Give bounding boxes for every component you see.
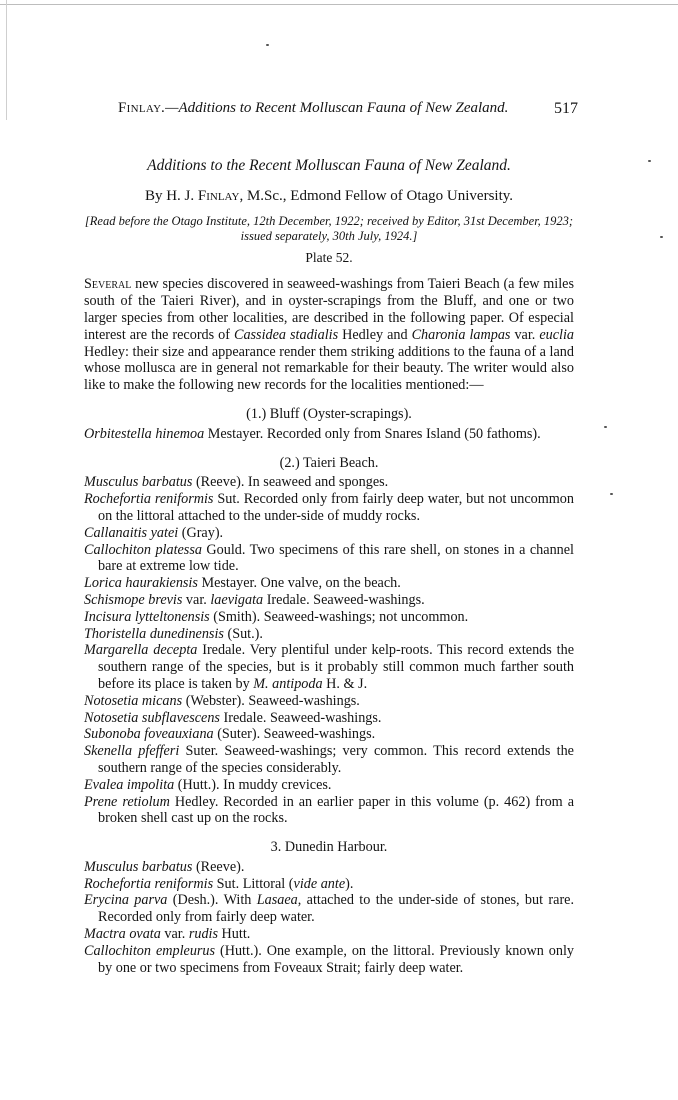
species-record <box>84 491 574 525</box>
record-text: (Gray). <box>178 524 224 541</box>
record-text: (Sut.). <box>223 625 263 642</box>
species-name: Lasaea <box>256 892 298 909</box>
species-name: Incisura lytteltonensis <box>84 608 210 625</box>
record-text: Mestayer. Recorded only from Snares Island (50 fathoms). <box>204 425 541 442</box>
species-name: Lorica haurakiensis <box>84 575 198 592</box>
running-header <box>118 100 578 117</box>
header-author: Finlay <box>118 100 162 116</box>
species-name: rudis <box>188 926 218 943</box>
scan-speck <box>610 493 613 495</box>
record-text: Sut. Recorded only from fairly deep water, but not uncommon on the littoral attached to the under-side of muddy rocks. <box>98 491 574 524</box>
scan-speck <box>660 236 663 238</box>
section-heading: (2.) Taieri Beach. <box>279 454 379 471</box>
record-text: Gould. Two specimens of this rare shell, on stones in a channel bare at extreme low tide. <box>98 541 574 575</box>
byline-pre: By H. J. <box>144 187 198 204</box>
species-name: Orbitestella hinemoa <box>84 425 205 442</box>
record-text: (Smith). Seaweed-washings; not uncommon. <box>209 608 469 625</box>
intro-text: Hedley and <box>338 326 412 343</box>
scan-speck <box>604 426 607 428</box>
species-record <box>84 777 574 794</box>
record-text: (Reeve). <box>192 858 245 875</box>
intro-text: new species discovered in seaweed-washings from Taieri Beach (a few miles south of the Taieri River), and in oyster-scrapings from the Bluff, and one or two larger species from other localities, are described in the following paper. Of especial interest are the records of <box>84 276 574 343</box>
species-name: Prene retiolum <box>84 793 170 810</box>
intro-paragraph <box>84 276 574 394</box>
page-number: 517 <box>554 100 578 117</box>
page-top-rule <box>0 4 678 5</box>
byline-post: , M.Sc., Edmond Fellow of Otago University. <box>239 187 514 204</box>
byline <box>84 188 574 205</box>
record-text: Mestayer. One valve, on the beach. <box>197 575 401 592</box>
species-name: Subonoba foveauxiana <box>84 726 214 743</box>
plate-reference: Plate 52. <box>305 249 353 265</box>
species-name: Erycina parva <box>84 892 168 909</box>
species-record <box>84 626 574 643</box>
species-name: Callochiton platessa <box>84 541 202 558</box>
record-text: var. <box>182 591 211 608</box>
record-text: Iredale. Very plentiful under kelp-roots. This record extends the southern range of the species, but is it probably still common much farther south before its place is taken by <box>98 642 574 692</box>
species-name: laevigata <box>210 591 264 608</box>
species-name: Mactra ovata <box>84 926 161 943</box>
read-note: [Read before the Otago Institute, 12th December, 1922; received by Editor, 31st December, 1923; issued separately, 30th July, 1924.] <box>84 213 574 243</box>
species-name: Thoristella dunedinensis <box>84 625 224 642</box>
species-name: Rochefortia reniformis <box>84 491 214 508</box>
intro-species: Charonia lampas <box>411 326 511 343</box>
species-name: Notosetia subflavescens <box>84 709 220 726</box>
header-title: .—Additions to Recent Molluscan Fauna of New Zealand. <box>161 100 509 116</box>
species-record <box>84 892 574 926</box>
species-record <box>84 609 574 626</box>
species-name: Skenella pfefferi <box>84 743 180 760</box>
section-heading: (1.) Bluff (Oyster-scrapings). <box>246 405 412 422</box>
intro-text: Hedley: their size and appearance render them striking additions to the fauna of a land whose mollusca are in general not remarkable for their beauty. The writer would also like to make the following new records for the localities mentioned:— <box>84 343 574 394</box>
species-record <box>84 525 574 542</box>
record-text: (Hutt.). One example, on the littoral. Previously known only by one or two specimens from Foveaux Strait; fairly deep water. <box>98 942 574 976</box>
record-text: , attached to the under-side of stones, but rare. Recorded only from fairly deep water. <box>98 892 575 926</box>
record-text: (Desh.). With <box>167 892 257 909</box>
scan-speck <box>648 160 651 162</box>
record-text: (Hutt.). In muddy crevices. <box>174 776 332 793</box>
species-name: M. antipoda <box>253 675 323 692</box>
record-text: H. & J. <box>322 675 368 692</box>
record-text: (Suter). Seaweed-washings. <box>213 726 376 743</box>
scan-speck <box>266 44 269 46</box>
species-name: Notosetia micans <box>84 692 183 709</box>
article-title: Additions to the Recent Molluscan Fauna of New Zealand. <box>147 157 511 174</box>
species-name: Musculus barbatus <box>84 858 193 875</box>
record-text: (Webster). Seaweed-washings. <box>182 692 360 709</box>
section-heading: 3. Dunedin Harbour. <box>270 839 388 856</box>
species-record <box>84 726 574 743</box>
species-name: Margarella decepta <box>84 642 198 659</box>
species-record <box>84 926 574 943</box>
species-record <box>84 693 574 710</box>
species-name: vide ante <box>293 875 346 892</box>
species-record <box>84 474 574 491</box>
species-name: Rochefortia reniformis <box>84 875 214 892</box>
intro-text: var. <box>510 326 540 343</box>
intro-species: euclia <box>539 326 574 343</box>
species-name: Callochiton empleurus <box>84 942 216 959</box>
record-text: Sut. Littoral ( <box>213 875 294 892</box>
species-name: Callanaitis yatei <box>84 524 179 541</box>
species-name: Musculus barbatus <box>84 474 193 491</box>
species-record <box>84 642 574 692</box>
record-text: Iredale. Seaweed-washings. <box>263 591 425 608</box>
species-record <box>84 859 574 876</box>
species-record <box>84 794 574 828</box>
record-text: var. <box>160 926 189 943</box>
species-record <box>84 592 574 609</box>
intro-lead: Several <box>84 276 132 293</box>
record-text: Iredale. Seaweed-washings. <box>219 709 382 726</box>
record-text: (Reeve). In seaweed and sponges. <box>192 474 389 491</box>
species-record <box>84 575 574 592</box>
species-record <box>84 876 574 893</box>
record-text: Hutt. <box>218 926 251 943</box>
species-record <box>84 943 574 977</box>
intro-species: Cassidea stadialis <box>233 326 339 343</box>
byline-name: Finlay <box>197 187 240 204</box>
species-name: Evalea impolita <box>84 776 175 793</box>
species-record <box>84 426 574 443</box>
species-record <box>84 710 574 727</box>
page-left-edge <box>6 0 7 120</box>
record-text: Hedley. Recorded in an earlier paper in this volume (p. 462) from a broken shell cast up on the rocks. <box>98 793 574 827</box>
species-name: Schismope brevis <box>84 591 183 608</box>
record-text: Suter. Seaweed-washings; very common. This record extends the southern range of the species considerably. <box>98 743 574 776</box>
species-record <box>84 743 574 777</box>
species-record <box>84 542 574 576</box>
article <box>84 156 574 976</box>
locality-sections <box>84 406 574 977</box>
record-text: ). <box>345 875 354 892</box>
